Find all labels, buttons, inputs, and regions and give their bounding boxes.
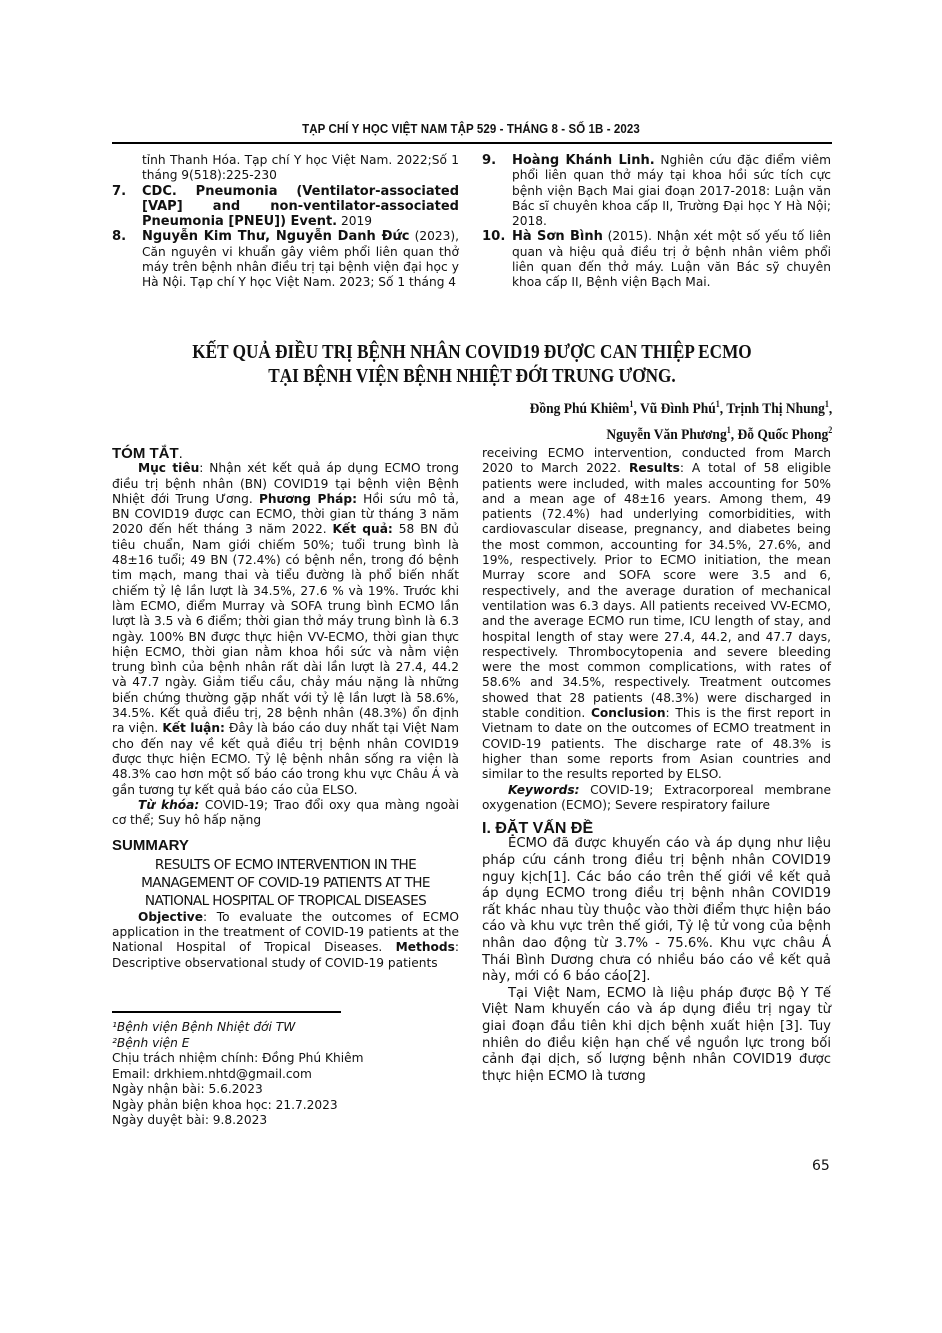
reference-number: 8. bbox=[112, 229, 127, 245]
reference-number: 9. bbox=[482, 153, 497, 168]
intro-paragraph-1: ECMO đã được khuyến cáo và áp dụng như liệu pháp cứu cánh trong điều trị bệnh nhân COVID19 nguy kịch[1]. Các báo cáo trên thế giới về kết quả áp dụng ECMO trong điều trị bệnh nhân COVID19 rất khác nhau tùy thuộc vào thời điểm thực hiện báo cáo và khu vực trên thế giới, Tỷ lệ tử vong của bệnh nhân dao động từ 3.7% - 75.6%. Khu vực châu Á Thái Bình Dương chưa có nhiều báo cáo về kết quả này, mới có 6 báo cáo[2]. bbox=[482, 836, 831, 985]
reference-text: (2015). Nhận xét một số yếu tố liên quan và hiệu quả điều trị ở bệnh nhân viêm phổi liên quan đến thở máy. Luận văn Bác sỹ chuyên khoa cấp II, Bệnh viện Bạch Mai. bbox=[512, 229, 831, 290]
abstract-vi-body: Mục tiêu: Nhận xét kết quả áp dụng ECMO trong điều trị bệnh nhân (BN) COVID19 tại bệnh viện Bệnh Nhiệt đới Trung Ương. Phương Pháp: Hồi sứu mô tả, BN COVID19 được can ECMO, thời gian từ tháng 3 năm 2020 đến hết tháng 3 năm 2022. Kết quả: 58 BN đủ tiêu chuẩn, Nam giới chiếm 50%; tuổi trung bình là 48±16 tuổi; 49 BN (72.4%) có bệnh nền, trong đó bệnh tim mạch, mang thai và tiểu đường là phổ biến nhất chiếm tỷ lệ lần lượt là 34.5%, 27.6 % và 19%. Trước khi làm ECMO, điểm Murray và SOFA trung bình ECMO lần lượt là 3.5 và 6 điểm; thời gian thở máy trung bình là 6.3 ngày. 100% BN được thực hiện VV-ECMO, thời gian thực hiện ECMO, thời gian nằm khoa hồi sức và nằm viện trung bình của bệnh nhân rất dài lần lượt là 27.4, 44.2 và 47.7 ngày. Giảm tiểu cầu, chảy máu nặng là những biến chứng thường gặp nhất với tỷ lệ lần lượt là 58.6%, 34.5%. Kết quả điều trị, 28 bệnh nhân (48.3%) ổn định ra viện. Kết luận: Đây là báo cáo duy nhất tại Việt Nam cho đến nay về kết quả điều trị bệnh nhân COVID19 được thực hiện ECMO. Tỷ lệ bệnh nhân sống ra viện là 48.3% cao hơn một số báo cáo trong khu vực Châu Á và gần tương tự kết quả báo cáo của ELSO. bbox=[112, 461, 459, 797]
reference-10 bbox=[482, 229, 831, 290]
date-received: Ngày nhận bài: 5.6.2023 bbox=[112, 1082, 263, 1096]
corresponding-author: Chịu trách nhiệm chính: Đồng Phú Khiêm bbox=[112, 1051, 364, 1065]
intro-paragraph-2: Tại Việt Nam, ECMO là liệu pháp được Bộ Y Tế Việt Nam khuyến cáo và áp dụng điều trị ngay từ giai đoạn đầu tiên khi dịch bệnh xuất hiện [3]. Tuy nhiên do điều kiện hạn chế về nguồn lực trong bối cảnh đại dịch, số lượng bệnh nhân COVID19 được thực hiện ECMO là tương bbox=[482, 985, 831, 1084]
references-left bbox=[112, 153, 459, 291]
article-title bbox=[162, 340, 781, 388]
header-rule bbox=[112, 142, 832, 144]
reference-authors: Hà Sơn Bình bbox=[512, 229, 603, 245]
summary-body-continued: receiving ECMO intervention, conducted from March 2020 to March 2022. Results: A total of 58 eligible patients were included, with males accounting for 50% and a mean age of 48±16 years. Among them, 49 patients (72.4%) had underlying comorbidities, with cardiovascular disease, pregnancy, and diabetes being the most common, accounting for 34.5%, 27.6%, and 19%, respectively. Prior to ECMO initiation, the mean Murray score and SOFA score were 3.5 and 6, respectively, and the average duration of mechanical ventilation was 6.3 days. All patients received VV-ECMO, and the average ECMO run time, ICU length of stay, and hospital length of stay were 27.4, 44.2, and 47.7 days, respectively. Thrombocytopenia and severe bleeding were the most common complications, with rates of 58.6% and 34.5%, respectively. Treatment outcomes showed that 28 patients (48.3%) were discharged in stable condition. Conclusion: This is the first report in Vietnam to date on the outcomes of ECMO treatment in COVID-19 patients. The discharge rate of 48.3% is higher than some reports from Asian countries and similar to the results reported by ELSO. bbox=[482, 446, 832, 782]
affiliation-marker: 1 bbox=[715, 399, 720, 409]
reference-authors: Nguyễn Kim Thư, Nguyễn Danh Đức bbox=[142, 229, 410, 245]
summary-heading: SUMMARY bbox=[112, 837, 189, 855]
date-accepted: Ngày duyệt bài: 9.8.2023 bbox=[112, 1113, 268, 1127]
author-name: Vũ Đình Phú bbox=[639, 401, 716, 417]
footnote-rule bbox=[112, 1011, 341, 1013]
reference-7 bbox=[112, 184, 459, 230]
article-title-line-1: KẾT QUẢ ĐIỀU TRỊ BỆNH NHÂN COVID19 ĐƯỢC CAN THIỆP ECMO bbox=[192, 341, 752, 363]
reference-number: 10. bbox=[482, 229, 506, 245]
reference-title: CDC. Pneumonia (Ventilator-associated [VAP] and non-ventilator-associated Pneumonia [PNEU]) Event. bbox=[142, 183, 459, 230]
summary-keywords: Keywords: COVID-19; Extracorporeal membrane oxygenation (ECMO); Severe respiratory failure bbox=[482, 782, 831, 812]
affiliation-marker: 2 bbox=[827, 425, 832, 435]
footnotes bbox=[112, 1020, 459, 1129]
affiliation-marker: 1 bbox=[726, 425, 731, 435]
abstract-left-column bbox=[112, 446, 459, 971]
author-name: Nguyễn Văn Phương bbox=[606, 427, 727, 443]
reference-year: 2019 bbox=[337, 214, 373, 229]
reference-6-continued: tỉnh Thanh Hóa. Tạp chí Y học Việt Nam. 2022;Số 1 tháng 9(518):225-230 bbox=[142, 153, 459, 183]
article-title-line-2: TẠI BỆNH VIỆN BỆNH NHIỆT ĐỚI TRUNG ƯƠNG. bbox=[268, 365, 676, 387]
intro-heading: I. ĐẶT VẤN ĐỀ bbox=[482, 820, 594, 838]
author-name: Đỗ Quốc Phong bbox=[737, 427, 828, 443]
reference-authors: Hoàng Khánh Linh. bbox=[512, 153, 655, 168]
page-number: 65 bbox=[812, 1158, 830, 1174]
date-reviewed: Ngày phản biện khoa học: 21.7.2023 bbox=[112, 1097, 338, 1112]
abstract-vi-heading: TÓM TẮT. bbox=[112, 445, 183, 462]
affiliation-2: ²Bệnh viện E bbox=[112, 1035, 190, 1050]
reference-text: Nghiên cứu đặc điểm viêm phổi liên quan thở máy tại khoa hồi sức tích cực bệnh viện Bạch Mai giai đoạn 2017-2018: Luận văn Bác sĩ chuyên khoa cấp II, Trường Đại học Y Hà Nội; 2018. bbox=[512, 153, 831, 229]
author-name: Đồng Phú Khiêm bbox=[529, 401, 630, 417]
email: Email: drkhiem.nhtd@gmail.com bbox=[112, 1066, 312, 1081]
reference-9 bbox=[482, 153, 831, 229]
affiliation-1: ¹Bệnh viện Bệnh Nhiệt đới TW bbox=[112, 1020, 296, 1034]
reference-number: 7. bbox=[112, 183, 127, 199]
affiliation-marker: 1 bbox=[824, 399, 829, 409]
abstract-vi-keywords: Từ khóa: COVID-19; Trao đổi oxy qua màng ngoài cơ thể; Suy hô hấp nặng bbox=[112, 797, 459, 828]
reference-8 bbox=[112, 229, 459, 290]
summary-title: RESULTS OF ECMO INTERVENTION IN THE MANAGEMENT OF COVID-19 PATIENTS AT THE NATIONAL HOSPITAL OF TROPICAL DISEASES bbox=[141, 856, 430, 909]
author-name: Trịnh Thị Nhung bbox=[726, 401, 825, 417]
abstract-right-column bbox=[482, 446, 831, 1085]
references-right bbox=[482, 153, 831, 291]
reference-text: (2023), Căn nguyên vi khuẩn gây viêm phổi liên quan thở máy trên bệnh nhân điều trị tại bệnh viện đại học y Hà Nội. Tạp chí Y học Việt Nam. 2023; Số 1 tháng 4 bbox=[142, 229, 459, 290]
author-list: Đồng Phú Khiêm$^1$, Vũ Đình Phú$^1$, Trịnh Thị Nhung$^1$, Nguyễn Văn Phương$^1$, Đỗ Quốc Phong$^2$ bbox=[529, 399, 832, 443]
affiliation-marker: 1 bbox=[629, 399, 634, 409]
summary-body-start: Objective: To evaluate the outcomes of ECMO application in the treatment of COVID-19 patients at the National Hospital of Tropical Diseases. Methods: Descriptive observational study of COVID-19 patients bbox=[112, 909, 459, 970]
running-header: TẠP CHÍ Y HỌC VIỆT NAM TẬP 529 - THÁNG 8 - SỐ 1B - 2023 bbox=[302, 122, 640, 136]
